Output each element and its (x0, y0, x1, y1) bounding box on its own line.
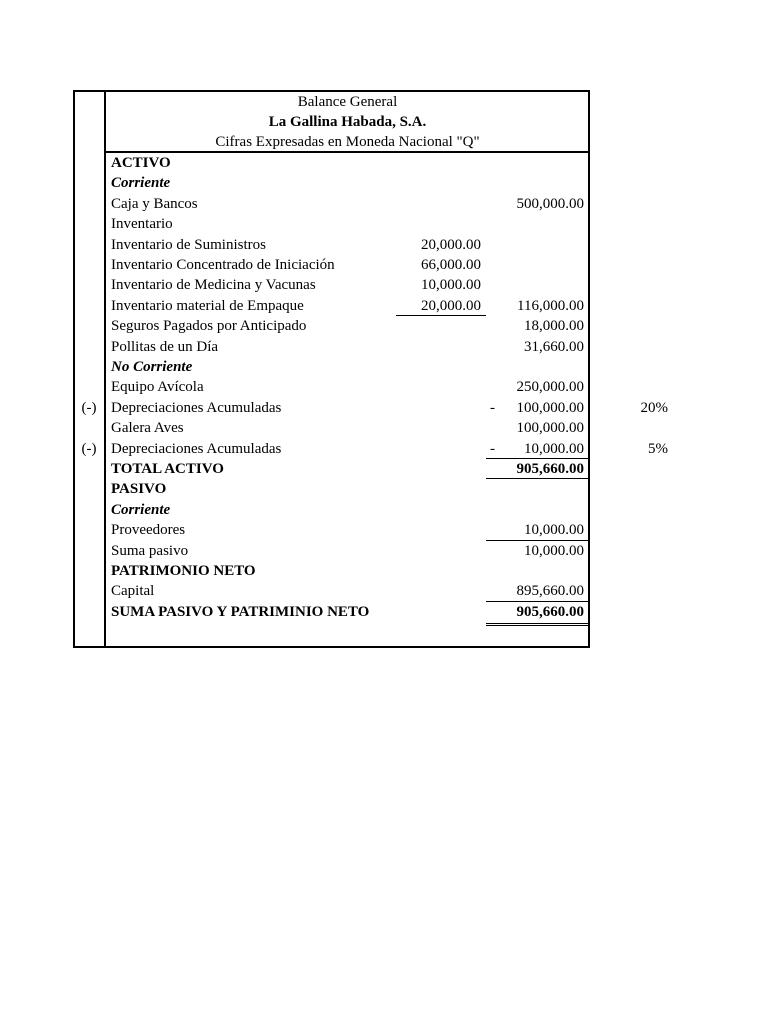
depreciation-rate: 20% (640, 399, 668, 416)
row-caja-y-bancos (73, 194, 673, 214)
account-label: Galera Aves (111, 420, 184, 437)
row-total-activo (73, 459, 673, 479)
row-depreciacion-galera (73, 439, 673, 459)
row-inventario-empaque (73, 296, 673, 316)
total-amount: 116,000.00 (517, 297, 584, 314)
account-label: Seguros Pagados por Anticipado (111, 318, 307, 335)
row-activo-heading (73, 153, 673, 173)
row-depreciacion-equipo (73, 398, 673, 418)
depreciation-rate: 5% (648, 440, 668, 457)
row-pasivo-corriente (73, 500, 673, 520)
row-activo-corriente (73, 173, 673, 193)
row-galera-aves (73, 418, 673, 438)
account-label: Capital (111, 583, 155, 600)
total-amount: 10,000.00 (486, 520, 589, 540)
row-suma-pasivo (73, 541, 673, 561)
detail-amount: 66,000.00 (421, 257, 481, 273)
total-amount: 905,660.00 (486, 459, 589, 479)
total-amount: 905,660.00 (486, 602, 589, 627)
account-label: Proveedores (111, 522, 186, 539)
account-label: Suma pasivo (111, 542, 189, 559)
account-label: Inventario de Medicina y Vacunas (111, 277, 316, 294)
account-label: Inventario (111, 216, 173, 233)
total-amount: 100,000.00 (516, 399, 584, 416)
row-patrimonio-heading (73, 561, 673, 581)
deduction-sign: (-) (81, 399, 97, 416)
row-pasivo-heading (73, 479, 673, 499)
section-heading: PATRIMONIO NETO (111, 563, 256, 579)
account-label: Inventario de Suministros (111, 236, 266, 253)
total-amount: 500,000.00 (516, 195, 584, 212)
total-amount: 895,660.00 (486, 581, 589, 601)
account-label: Inventario material de Empaque (111, 297, 304, 314)
account-label: Caja y Bancos (111, 195, 198, 212)
deduction-sign: (-) (81, 440, 97, 457)
row-no-corriente (73, 357, 673, 377)
total-amount: 100,000.00 (516, 420, 584, 437)
row-inventario-concentrado (73, 255, 673, 275)
subsection-heading: No Corriente (111, 359, 193, 375)
subsection-heading: Corriente (111, 501, 171, 518)
total-amount: 250,000.00 (516, 379, 584, 396)
subsection-heading: Corriente (111, 175, 171, 192)
document-title: Balance General (297, 93, 398, 110)
total-label: SUMA PASIVO Y PATRIMINIO NETO (111, 603, 370, 620)
total-label: TOTAL ACTIVO (111, 461, 224, 477)
detail-amount: 20,000.00 (396, 296, 486, 316)
row-proveedores (73, 520, 673, 540)
section-heading: PASIVO (111, 481, 167, 498)
negative-mark: - (490, 399, 495, 416)
company-name: La Gallina Habada, S.A. (268, 113, 427, 130)
row-inventario (73, 214, 673, 234)
account-label: Pollitas de un Día (111, 338, 219, 355)
row-pollitas (73, 337, 673, 357)
total-amount: 31,660.00 (524, 338, 584, 355)
row-equipo-avicola (73, 377, 673, 397)
section-heading: ACTIVO (111, 155, 171, 171)
row-seguros (73, 316, 673, 336)
account-label: Depreciaciones Acumuladas (111, 399, 282, 416)
row-inventario-medicina (73, 275, 673, 295)
account-label: Inventario Concentrado de Iniciación (111, 257, 335, 273)
total-amount: 10,000.00 (524, 542, 584, 559)
row-inventario-suministros (73, 235, 673, 255)
row-capital (73, 581, 673, 601)
detail-amount: 20,000.00 (421, 236, 481, 253)
negative-mark: - (490, 440, 495, 457)
account-label: Equipo Avícola (111, 379, 204, 396)
total-amount: 10,000.00 (486, 439, 589, 459)
detail-amount: 10,000.00 (421, 277, 481, 294)
account-label: Depreciaciones Acumuladas (111, 440, 282, 457)
currency-subtitle: Cifras Expresadas en Moneda Nacional "Q" (215, 134, 480, 151)
total-amount: 18,000.00 (524, 318, 584, 335)
row-suma-pasivo-patrimonio (73, 602, 673, 622)
